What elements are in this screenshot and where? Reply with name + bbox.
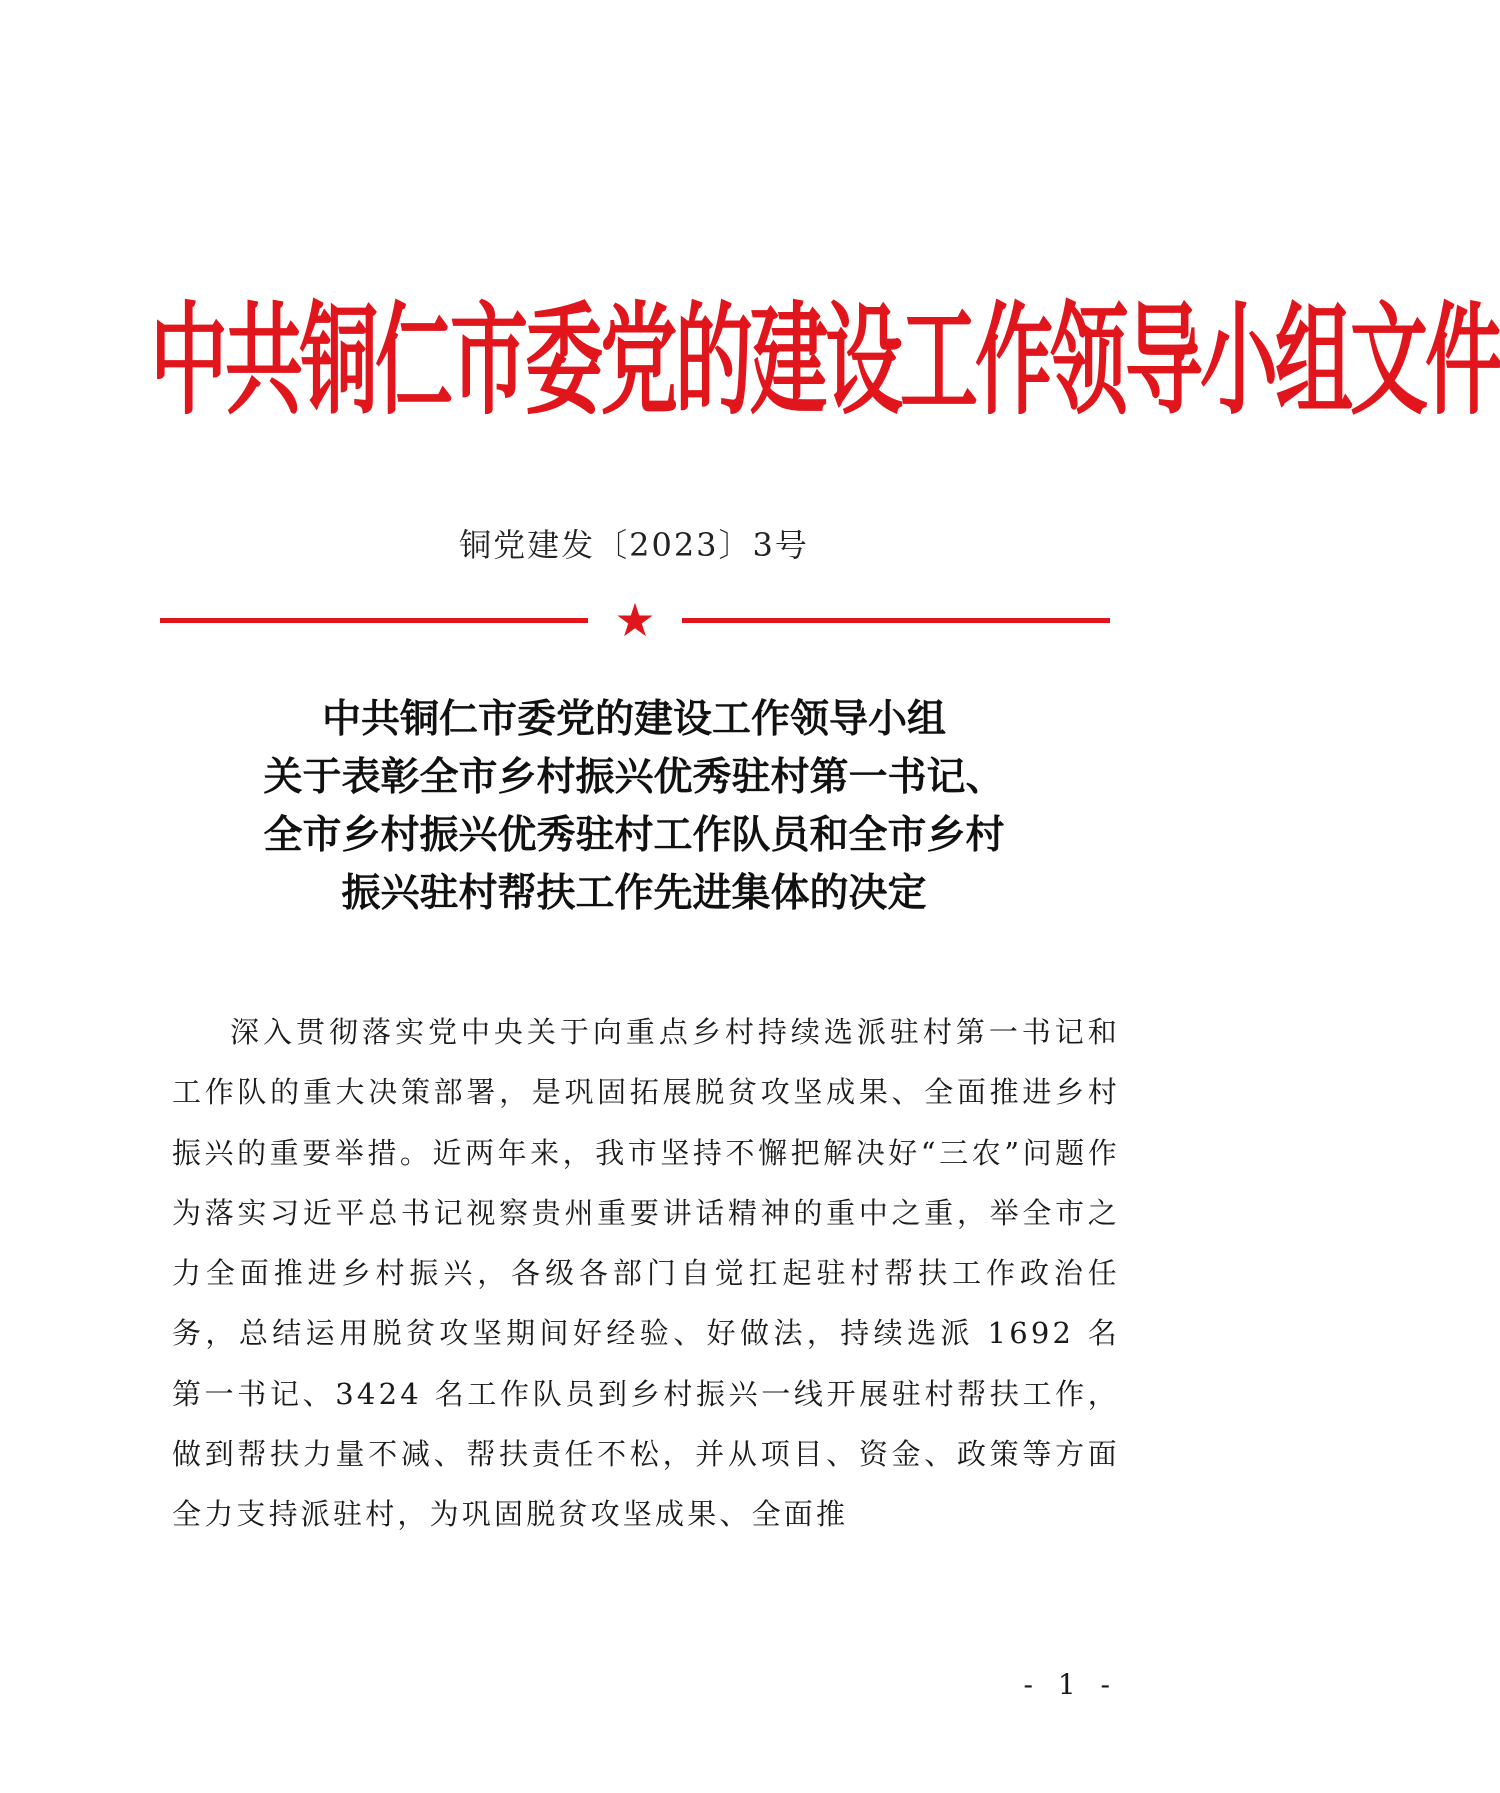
document-number: 铜党建发〔2023〕3号 [459, 526, 809, 564]
red-star-icon: ★ [614, 593, 656, 647]
masthead-title: 中共铜仁市委党的建设工作领导小组文件 [150, 292, 1500, 432]
title-line: 关于表彰全市乡村振兴优秀驻村第一书记、 [263, 754, 1005, 800]
title-line: 振兴驻村帮扶工作先进集体的决定 [341, 870, 927, 916]
title-line: 全市乡村振兴优秀驻村工作队员和全市乡村 [263, 812, 1005, 858]
page-number: - 1 - [1023, 1668, 1118, 1701]
red-divider [160, 593, 1110, 647]
divider-line-left [160, 618, 588, 623]
title-line: 中共铜仁市委党的建设工作领导小组 [321, 696, 946, 742]
document-title [150, 690, 1118, 922]
divider-line-right [682, 618, 1110, 623]
body-paragraph: 深入贯彻落实党中央关于向重点乡村持续选派驻村第一书记和工作队的重大决策部署，是巩固拓展脱贫攻坚成果、全面推进乡村振兴的重要举措。近两年来，我市坚持不懈把解决好“三农”问题作为落实习近平总书记视察贵州重要讲话精神的重中之重，举全市之力全面推进乡村振兴，各级各部门自觉扛起驻村帮扶工作政治任务，总结运用脱贫攻坚期间好经验、好做法，持续选派 1692 名第一书记、3424 名工作队员到乡村振兴一线开展驻村帮扶工作，做到帮扶力量不减、帮扶责任不松，并从项目、资金、政策等方面全力支持派驻村，为巩固脱贫攻坚成果、全面推 [172, 1015, 1120, 1532]
